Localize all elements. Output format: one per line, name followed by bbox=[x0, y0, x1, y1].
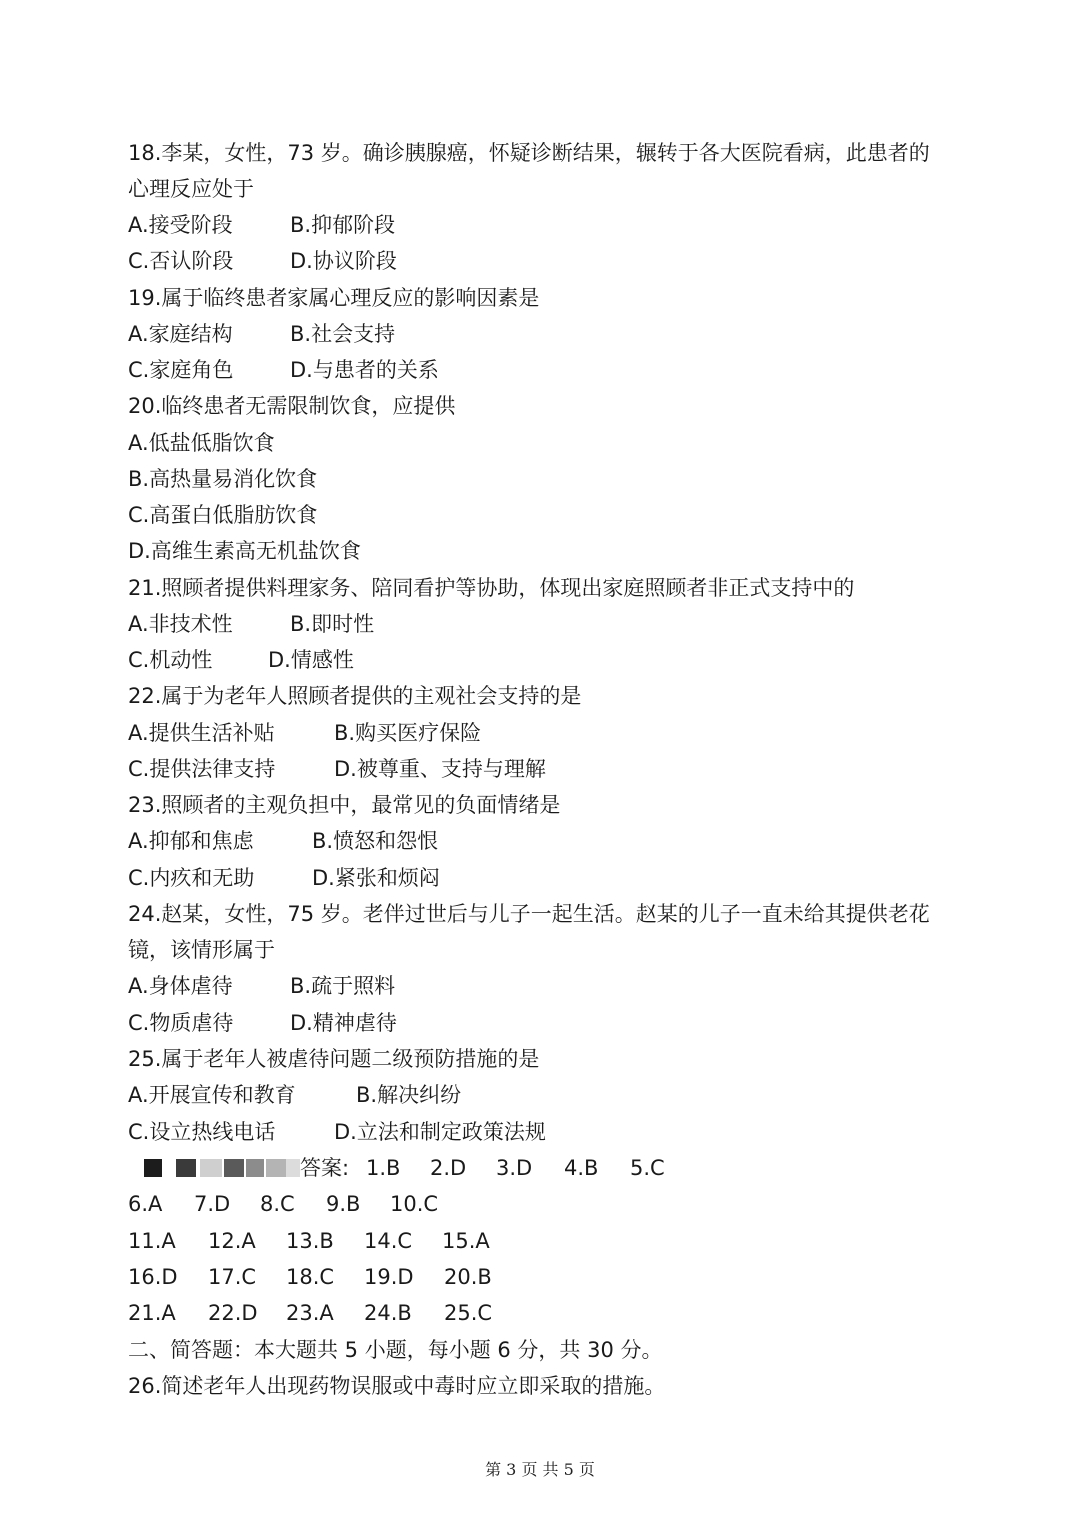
q24-option-b: B.疏于照料 bbox=[290, 974, 396, 998]
answer-item: 22.D bbox=[208, 1301, 258, 1325]
q24-option-a: A.身体虐待 bbox=[128, 974, 233, 998]
q23-stem: 23.照顾者的主观负担中，最常见的负面情绪是 bbox=[128, 793, 561, 817]
q21-option-c: C.机动性 bbox=[128, 648, 213, 672]
answer-item: 11.A bbox=[128, 1229, 176, 1253]
answer-item: 9.B bbox=[326, 1192, 361, 1216]
q26-stem: 26.简述老年人出现药物误服或中毒时应立即采取的措施。 bbox=[128, 1374, 666, 1398]
q19-stem: 19.属于临终患者家属心理反应的影响因素是 bbox=[128, 286, 540, 310]
q18-option-c: C.否认阶段 bbox=[128, 249, 234, 273]
q25-option-a: A.开展宣传和教育 bbox=[128, 1083, 296, 1107]
q25-stem: 25.属于老年人被虐待问题二级预防措施的是 bbox=[128, 1047, 540, 1071]
q18-option-a: A.接受阶段 bbox=[128, 213, 233, 237]
answer-item: 17.C bbox=[208, 1265, 257, 1289]
q21-stem: 21.照顾者提供料理家务、陪同看护等协助，体现出家庭照顾者非正式支持中的 bbox=[128, 576, 855, 600]
q20-stem: 20.临终患者无需限制饮食，应提供 bbox=[128, 394, 456, 418]
q22-option-c: C.提供法律支持 bbox=[128, 757, 276, 781]
redaction-block bbox=[200, 1159, 222, 1177]
q20-option-a: A.低盐低脂饮食 bbox=[128, 431, 275, 455]
page-number: 第 3 页 共 5 页 bbox=[485, 1460, 595, 1479]
q18-option-b: B.抑郁阶段 bbox=[290, 213, 396, 237]
q24-option-d: D.精神虐待 bbox=[290, 1011, 397, 1035]
q22-option-b: B.购买医疗保险 bbox=[334, 721, 482, 745]
answer-item: 23.A bbox=[286, 1301, 334, 1325]
answer-item: 14.C bbox=[364, 1229, 413, 1253]
q23-option-a: A.抑郁和焦虑 bbox=[128, 829, 254, 853]
q25-option-b: B.解决纠纷 bbox=[356, 1083, 462, 1107]
answer-item: 6.A bbox=[128, 1192, 163, 1216]
q20-option-c: C.高蛋白低脂肪饮食 bbox=[128, 503, 318, 527]
q18-stem-line2: 心理反应处于 bbox=[128, 177, 254, 201]
answers-label: 答案: bbox=[300, 1156, 350, 1180]
answer-item: 2.D bbox=[430, 1156, 467, 1180]
answer-item: 5.C bbox=[630, 1156, 665, 1180]
q25-option-d: D.立法和制定政策法规 bbox=[334, 1120, 546, 1144]
redaction-block bbox=[286, 1159, 300, 1177]
redaction-block bbox=[224, 1159, 244, 1177]
q22-stem: 22.属于为老年人照顾者提供的主观社会支持的是 bbox=[128, 684, 582, 708]
q21-option-d: D.情感性 bbox=[268, 648, 354, 672]
q23-option-d: D.紧张和烦闷 bbox=[312, 866, 440, 890]
q20-option-b: B.高热量易消化饮食 bbox=[128, 467, 318, 491]
answer-item: 4.B bbox=[564, 1156, 599, 1180]
answer-item: 8.C bbox=[260, 1192, 295, 1216]
answer-item: 13.B bbox=[286, 1229, 334, 1253]
q25-option-c: C.设立热线电话 bbox=[128, 1120, 276, 1144]
answer-item: 15.A bbox=[442, 1229, 490, 1253]
redaction-block bbox=[144, 1159, 162, 1177]
q19-option-c: C.家庭角色 bbox=[128, 358, 234, 382]
q22-option-d: D.被尊重、支持与理解 bbox=[334, 757, 546, 781]
redaction-block bbox=[246, 1159, 264, 1177]
q21-option-a: A.非技术性 bbox=[128, 612, 233, 636]
answer-item: 25.C bbox=[444, 1301, 493, 1325]
q18-stem-line1: 18.李某，女性，73 岁。确诊胰腺癌，怀疑诊断结果，辗转于各大医院看病，此患者的 bbox=[128, 141, 930, 165]
q22-option-a: A.提供生活补贴 bbox=[128, 721, 275, 745]
answer-item: 12.A bbox=[208, 1229, 256, 1253]
q23-option-b: B.愤怒和怨恨 bbox=[312, 829, 439, 853]
q21-option-b: B.即时性 bbox=[290, 612, 375, 636]
q20-option-d: D.高维生素高无机盐饮食 bbox=[128, 539, 361, 563]
answer-item: 10.C bbox=[390, 1192, 439, 1216]
section-two-heading: 二、简答题：本大题共 5 小题，每小题 6 分，共 30 分。 bbox=[128, 1338, 663, 1362]
answer-item: 1.B bbox=[366, 1156, 401, 1180]
redaction-block bbox=[176, 1159, 196, 1177]
q24-option-c: C.物质虐待 bbox=[128, 1011, 234, 1035]
q23-option-c: C.内疚和无助 bbox=[128, 866, 255, 890]
redaction-block bbox=[266, 1159, 286, 1177]
answer-item: 19.D bbox=[364, 1265, 414, 1289]
answer-item: 16.D bbox=[128, 1265, 178, 1289]
answer-item: 21.A bbox=[128, 1301, 176, 1325]
q24-stem-line1: 24.赵某，女性，75 岁。老伴过世后与儿子一起生活。赵某的儿子一直未给其提供老花 bbox=[128, 902, 930, 926]
answer-item: 18.C bbox=[286, 1265, 335, 1289]
answer-item: 24.B bbox=[364, 1301, 412, 1325]
q19-option-a: A.家庭结构 bbox=[128, 322, 233, 346]
q24-stem-line2: 镜，该情形属于 bbox=[128, 938, 275, 962]
answer-item: 7.D bbox=[194, 1192, 231, 1216]
q19-option-d: D.与患者的关系 bbox=[290, 358, 439, 382]
answer-item: 20.B bbox=[444, 1265, 492, 1289]
answer-item: 3.D bbox=[496, 1156, 533, 1180]
q19-option-b: B.社会支持 bbox=[290, 322, 396, 346]
q18-option-d: D.协议阶段 bbox=[290, 249, 397, 273]
